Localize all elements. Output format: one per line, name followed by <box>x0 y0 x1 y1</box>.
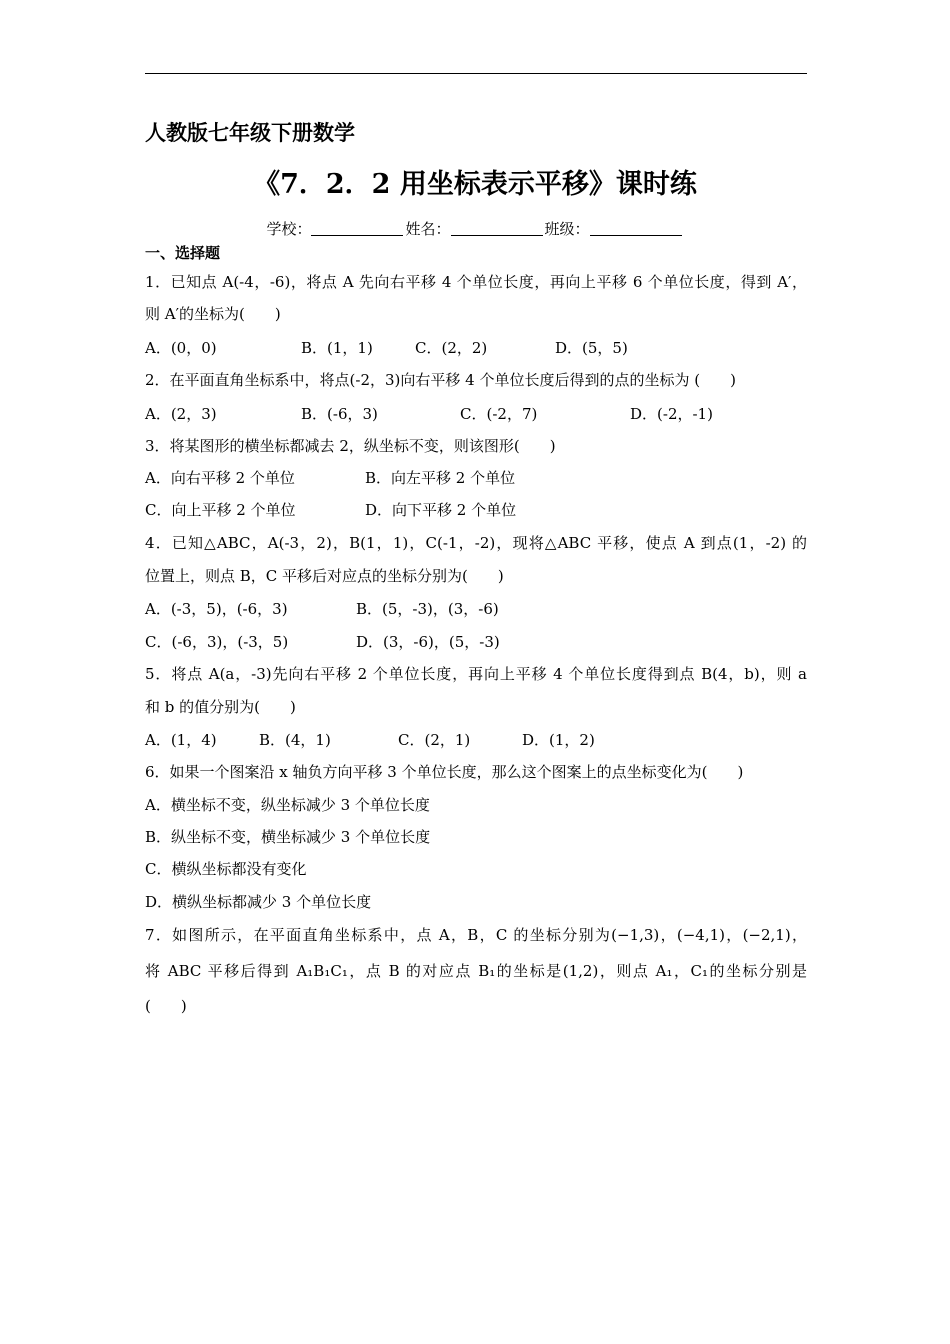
series-title: 人教版七年级下册数学 <box>145 120 355 145</box>
question-2-option-d: D．(-2，-1) <box>630 405 713 423</box>
question-6-option-d: D．横纵坐标都减少 3 个单位长度 <box>145 893 372 911</box>
question-4-option-c: C．(-6，3)，(-3，5) <box>145 633 289 651</box>
question-1-option-b: B．(1，1) <box>301 339 373 357</box>
question-4-option-a: A．(-3，5)，(-6，3) <box>145 600 288 618</box>
school-blank[interactable] <box>311 221 403 236</box>
question-5-line-1: 5．将点 A(a，-3)先向右平移 2 个单位长度，再向上平移 4 个单位长度得到点 B(4，b)，则 a <box>145 665 807 683</box>
question-1-option-a: A．(0，0) <box>145 339 217 357</box>
question-2-option-c: C．(-2，7) <box>460 405 538 423</box>
class-label: 班级： <box>544 220 590 238</box>
question-6-line-1: 6．如果一个图案沿 x 轴负方向平移 3 个单位长度，那么这个图案上的点坐标变化为( ) <box>145 763 744 781</box>
question-2-option-b: B．(-6，3) <box>301 405 378 423</box>
question-1-option-c: C．(2，2) <box>415 339 488 357</box>
question-1-option-d: D．(5，5) <box>555 339 628 357</box>
question-7-line-2: 将 ABC 平移后得到 A₁B₁C₁，点 B 的对应点 B₁的坐标是(1,2)，则点 A₁，C₁的坐标分别是 <box>145 962 807 980</box>
question-4-option-d: D．(3，-6)，(5，-3) <box>356 633 500 651</box>
school-label: 学校： <box>266 220 312 238</box>
student-info-line <box>0 218 950 239</box>
question-5-line-2: 和 b 的值分别为( ) <box>145 698 296 716</box>
question-5-option-d: D．(1，2) <box>522 731 595 749</box>
question-1-line-2: 则 A′的坐标为( ) <box>145 305 281 323</box>
question-3-line-1: 3．将某图形的横坐标都减去 2，纵坐标不变，则该图形( ) <box>145 437 556 455</box>
name-label: 姓名： <box>405 220 451 238</box>
section-heading: 一、选择题 <box>145 244 221 262</box>
question-6-option-a: A．横坐标不变，纵坐标减少 3 个单位长度 <box>145 796 430 814</box>
question-2-option-a: A．(2，3) <box>145 405 217 423</box>
question-2-line-1: 2．在平面直角坐标系中，将点(-2，3)向右平移 4 个单位长度后得到的点的坐标为 ( ) <box>145 371 736 389</box>
question-4-option-b: B．(5，-3)，(3，-6) <box>356 600 499 618</box>
question-3-option-b: B．向左平移 2 个单位 <box>365 469 516 487</box>
question-1-line-1: 1．已知点 A(-4，-6)，将点 A 先向右平移 4 个单位长度，再向上平移 6 个单位长度，得到 A′， <box>145 273 807 291</box>
question-3-option-c: C．向上平移 2 个单位 <box>145 501 296 519</box>
question-7-line-3: ( ) <box>145 997 187 1015</box>
question-4-line-2: 位置上，则点 B，C 平移后对应点的坐标分别为( ) <box>145 567 504 585</box>
question-6-option-c: C．横纵坐标都没有变化 <box>145 860 307 878</box>
question-5-option-a: A．(1，4) <box>145 731 217 749</box>
question-3-option-a: A．向右平移 2 个单位 <box>145 469 295 487</box>
top-rule <box>145 73 807 74</box>
question-6-option-b: B．纵坐标不变，横坐标减少 3 个单位长度 <box>145 828 431 846</box>
page-title: 《7．2．2 用坐标表示平移》课时练 <box>253 169 697 200</box>
question-5-option-c: C．(2，1) <box>398 731 471 749</box>
question-3-option-d: D．向下平移 2 个单位 <box>365 501 517 519</box>
name-blank[interactable] <box>451 221 543 236</box>
question-5-option-b: B．(4，1) <box>259 731 331 749</box>
class-blank[interactable] <box>590 221 682 236</box>
question-4-line-1: 4．已知△ABC，A(-3，2)，B(1，1)，C(-1，-2)，现将△ABC 平移，使点 A 到点(1，-2) 的 <box>145 534 807 552</box>
question-7-line-1: 7．如图所示，在平面直角坐标系中，点 A，B，C 的坐标分别为(−1,3)，(−4,1)，(−2,1)， <box>145 926 807 944</box>
